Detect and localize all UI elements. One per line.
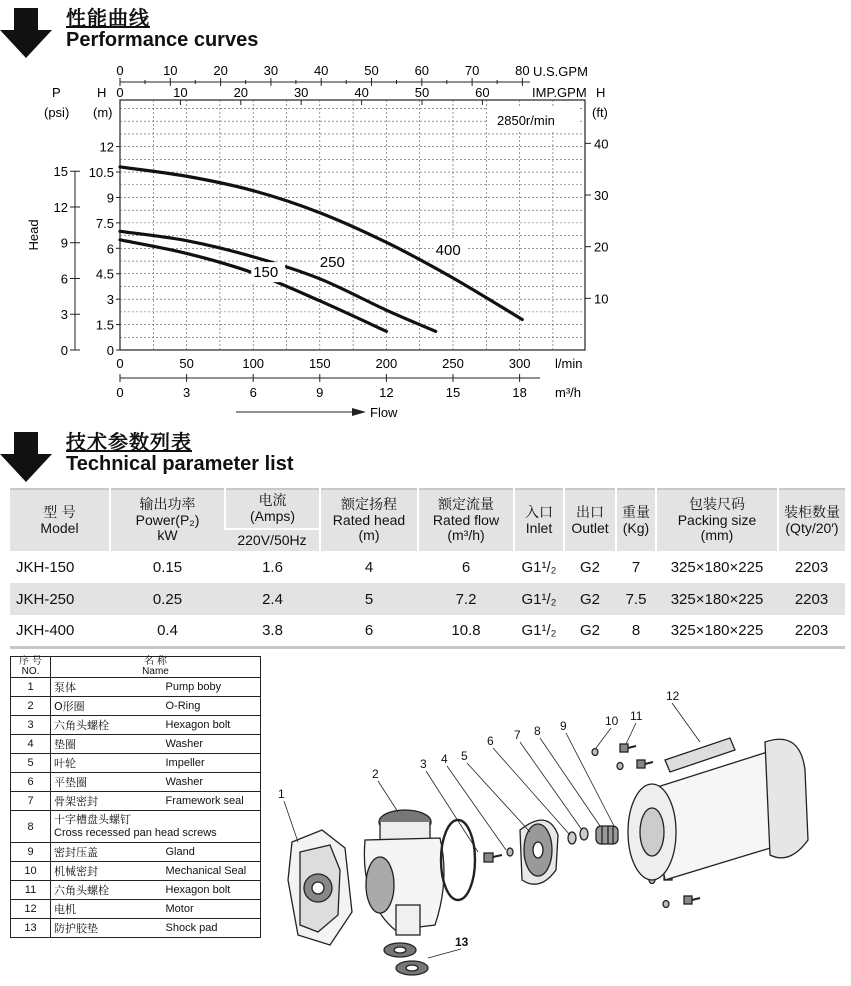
part-number: 9: [11, 843, 51, 862]
callout-leader: [493, 748, 570, 835]
psi-tick-label: 12: [53, 199, 68, 215]
list-item: [11, 678, 261, 697]
callout-label: 8: [534, 724, 541, 738]
part-name-zh: 叶轮: [51, 754, 163, 773]
parts-col-no: 序 号 NO.: [11, 657, 51, 678]
flow-arrow-head: [352, 408, 366, 416]
part-impeller: [520, 820, 558, 884]
technical-heading: [0, 432, 294, 482]
curve-label-400: 400: [435, 242, 461, 260]
part-number: 6: [11, 773, 51, 792]
impgpm-tick-label: 0: [116, 85, 124, 100]
list-item: [11, 881, 261, 900]
part-name-zh: 平垫圈: [51, 773, 163, 792]
ft-tick-label: 40: [594, 136, 609, 152]
part-o-ring: [441, 820, 475, 900]
col-amps: 电流 (Amps): [225, 489, 320, 529]
h-tick-label: 3: [106, 292, 114, 308]
part-name-en: O-Ring: [163, 697, 261, 716]
usgpm-label: U.S.GPM: [533, 64, 588, 79]
list-item: [11, 919, 261, 938]
table-row: JKH-250 0.25 2.4 5 7.2 G1¹/₂ G2 7.5 325×180×225 2203: [10, 583, 845, 615]
speed-label: 2850r/min: [497, 113, 555, 128]
callout-label: 5: [461, 749, 468, 763]
section-title-zh: 性能曲线: [66, 6, 150, 30]
callout-label: 12: [666, 689, 680, 703]
section-title-en: Technical parameter list: [66, 453, 294, 475]
list-item: [11, 773, 261, 792]
part-name-zh: 电机: [51, 900, 163, 919]
col-flow: 额定流量 Rated flow (m³/h): [418, 489, 514, 551]
impgpm-tick-label: 30: [293, 85, 309, 100]
list-item: [11, 697, 261, 716]
part-name-zh: 机械密封: [51, 862, 163, 881]
callout-leader: [428, 949, 461, 958]
part-name-zh: 骨架密封: [51, 792, 163, 811]
part-name-en: Washer: [163, 773, 261, 792]
down-arrow-icon: [0, 432, 52, 482]
ft-tick-label: 20: [594, 239, 609, 255]
part-name-zh: 六角头螺栓: [51, 716, 163, 735]
psi-tick-label: 15: [53, 164, 68, 180]
h-tick-label: 10.5: [88, 165, 114, 181]
list-item: [11, 735, 261, 754]
col-packing: 包装尺码 Packing size (mm): [656, 489, 778, 551]
ft-tick-label: 30: [594, 188, 609, 204]
lmin-tick-label: 200: [375, 356, 398, 371]
part-name-zh: 泵体: [51, 678, 163, 697]
callout-label: 6: [487, 734, 494, 748]
m3h-label: m³/h: [555, 385, 581, 400]
performance-chart: [0, 60, 640, 430]
callout-label: 3: [420, 757, 427, 771]
m3h-tick-label: 18: [512, 385, 527, 400]
curve-label-150: 150: [253, 264, 279, 282]
callout-label: 10: [605, 714, 619, 728]
part-name-en: Washer: [163, 735, 261, 754]
h-tick-label: 12: [99, 139, 114, 155]
part-shock-pad: [384, 943, 428, 975]
m3h-tick-label: 15: [445, 385, 461, 400]
left-axis-h-unit: (m): [93, 105, 113, 120]
h-tick-label: 1.5: [95, 317, 114, 333]
part-washer: [580, 828, 588, 840]
exploded-view-diagram: [270, 686, 845, 981]
callout-label: 9: [560, 719, 567, 733]
lmin-tick-label: 100: [242, 356, 265, 371]
part-bolt: [484, 848, 513, 862]
callout-leader: [596, 728, 611, 748]
list-item: [11, 843, 261, 862]
right-axis-unit: (ft): [592, 105, 608, 120]
h-tick-label: 9: [106, 190, 114, 206]
lmin-tick-label: 250: [442, 356, 464, 371]
part-name-en: Pump boby: [163, 678, 261, 697]
impgpm-tick-label: 10: [173, 85, 188, 100]
callout-label: 4: [441, 752, 448, 766]
col-model: 型 号 Model: [10, 489, 110, 551]
part-number: 1: [11, 678, 51, 697]
part-name: 十字槽盘头螺钉 Cross recessed pan head screws: [51, 811, 261, 843]
section-title-en: Performance curves: [66, 29, 259, 51]
callout-leader: [467, 763, 530, 832]
h-tick-label: 0: [106, 343, 114, 358]
col-inlet: 入口 Inlet: [514, 489, 564, 551]
psi-tick-label: 9: [60, 235, 68, 251]
parts-list-table: [10, 656, 261, 938]
table-row: JKH-400 0.4 3.8 6 10.8 G1¹/₂ G2 8 325×180×225 2203: [16, 621, 829, 639]
part-name-en: Shock pad: [163, 919, 261, 938]
ft-tick-label: 10: [594, 291, 609, 307]
m3h-tick-label: 9: [316, 385, 324, 400]
lmin-tick-label: 300: [508, 356, 531, 371]
callout-leader: [378, 781, 398, 812]
lmin-label: l/min: [555, 356, 583, 371]
part-number: 2: [11, 697, 51, 716]
part-mechanical-seal: [596, 826, 618, 844]
technical-parameter-table: [10, 488, 845, 649]
table-row: JKH-150 0.15 1.6 4 6 G1¹/₂ G2 7 325×180×225 2203: [16, 558, 829, 576]
col-weight: 重量 (Kg): [616, 489, 656, 551]
lmin-tick-label: 150: [308, 356, 331, 371]
left-axis-p-label: P: [52, 85, 61, 100]
lmin-tick-label: 0: [116, 356, 124, 371]
usgpm-tick-label: 40: [313, 63, 329, 78]
part-name-zh: 垫圈: [51, 735, 163, 754]
part-name-zh: 密封压盖: [51, 843, 163, 862]
part-name-en: Mechanical Seal: [163, 862, 261, 881]
part-number: 7: [11, 792, 51, 811]
part-name-en: Hexagon bolt: [163, 716, 261, 735]
left-axis-p-unit: (psi): [44, 105, 70, 120]
callout-label: 11: [630, 709, 643, 723]
part-motor: [628, 738, 808, 880]
y-axis-title: Head: [26, 219, 41, 251]
m3h-tick-label: 6: [249, 385, 257, 400]
m3h-tick-label: 3: [182, 385, 191, 400]
psi-tick-label: 6: [60, 271, 68, 287]
part-name-en: Hexagon bolt: [163, 881, 261, 900]
part-number: 12: [11, 900, 51, 919]
usgpm-tick-label: 0: [116, 63, 124, 78]
list-item: [11, 862, 261, 881]
part-number: 4: [11, 735, 51, 754]
part-pump-cover: [288, 830, 352, 945]
performance-heading: [0, 8, 258, 58]
impgpm-tick-label: 60: [475, 85, 490, 100]
x-axis-title: Flow: [370, 405, 398, 420]
col-outlet: 出口 Outlet: [564, 489, 616, 551]
m3h-tick-label: 12: [379, 385, 394, 400]
part-number: 10: [11, 862, 51, 881]
impgpm-tick-label: 50: [414, 85, 430, 100]
callout-leader: [284, 801, 298, 842]
part-number: 13: [11, 919, 51, 938]
part-number: 5: [11, 754, 51, 773]
impgpm-label: IMP.GPM: [532, 85, 587, 100]
list-item: [11, 754, 261, 773]
list-item: [11, 716, 261, 735]
parts-col-name: 名 称 Name: [51, 657, 261, 678]
list-item: [11, 792, 261, 811]
usgpm-tick-label: 10: [163, 63, 178, 78]
h-tick-label: 6: [106, 241, 114, 257]
right-axis-h-label: H: [596, 85, 606, 100]
col-qty: 装柜数量 (Qty/20′): [778, 489, 845, 551]
lmin-tick-label: 50: [179, 356, 194, 371]
part-name-zh: O形圈: [51, 697, 163, 716]
usgpm-tick-label: 60: [414, 63, 430, 78]
usgpm-tick-label: 20: [213, 63, 228, 78]
impgpm-tick-label: 40: [354, 85, 369, 100]
col-head: 额定扬程 Rated head (m): [320, 489, 418, 551]
callout-leader: [672, 703, 700, 742]
callout-label: 7: [514, 728, 521, 742]
part-name-zh: 防护胶垫: [51, 919, 163, 938]
col-power: 输出功率 Power(P₂) kW: [110, 489, 225, 551]
callout-leader: [626, 723, 636, 744]
part-pump-body: [364, 810, 444, 935]
callout-label: 13: [455, 935, 469, 949]
callout-leader: [566, 733, 614, 826]
list-item: [11, 900, 261, 919]
part-name-en: Motor: [163, 900, 261, 919]
down-arrow-icon: [0, 8, 52, 58]
m3h-tick-label: 0: [116, 385, 124, 400]
list-item: [11, 811, 261, 843]
psi-tick-label: 0: [60, 343, 68, 358]
part-number: 3: [11, 716, 51, 735]
usgpm-tick-label: 70: [464, 63, 480, 78]
part-number: 8: [11, 811, 51, 843]
part-name-en: Gland: [163, 843, 261, 862]
left-axis-h-label: H: [97, 85, 107, 100]
callout-label: 1: [278, 787, 285, 801]
usgpm-tick-label: 80: [515, 63, 530, 78]
part-name-en: Framework seal: [163, 792, 261, 811]
part-name-en: Impeller: [163, 754, 261, 773]
callout-label: 2: [372, 767, 379, 781]
part-name-zh: 六角头螺栓: [51, 881, 163, 900]
col-amps-sub: 220V/50Hz: [225, 529, 320, 551]
h-tick-label: 7.5: [95, 215, 114, 231]
usgpm-tick-label: 30: [263, 63, 279, 78]
callout-leader: [447, 766, 506, 850]
section-title-zh: 技术参数列表: [66, 430, 192, 454]
impgpm-tick-label: 20: [233, 85, 249, 100]
psi-tick-label: 3: [60, 307, 68, 323]
usgpm-tick-label: 50: [364, 63, 379, 78]
curve-label-250: 250: [319, 253, 345, 271]
part-number: 11: [11, 881, 51, 900]
h-tick-label: 4.5: [95, 266, 114, 282]
